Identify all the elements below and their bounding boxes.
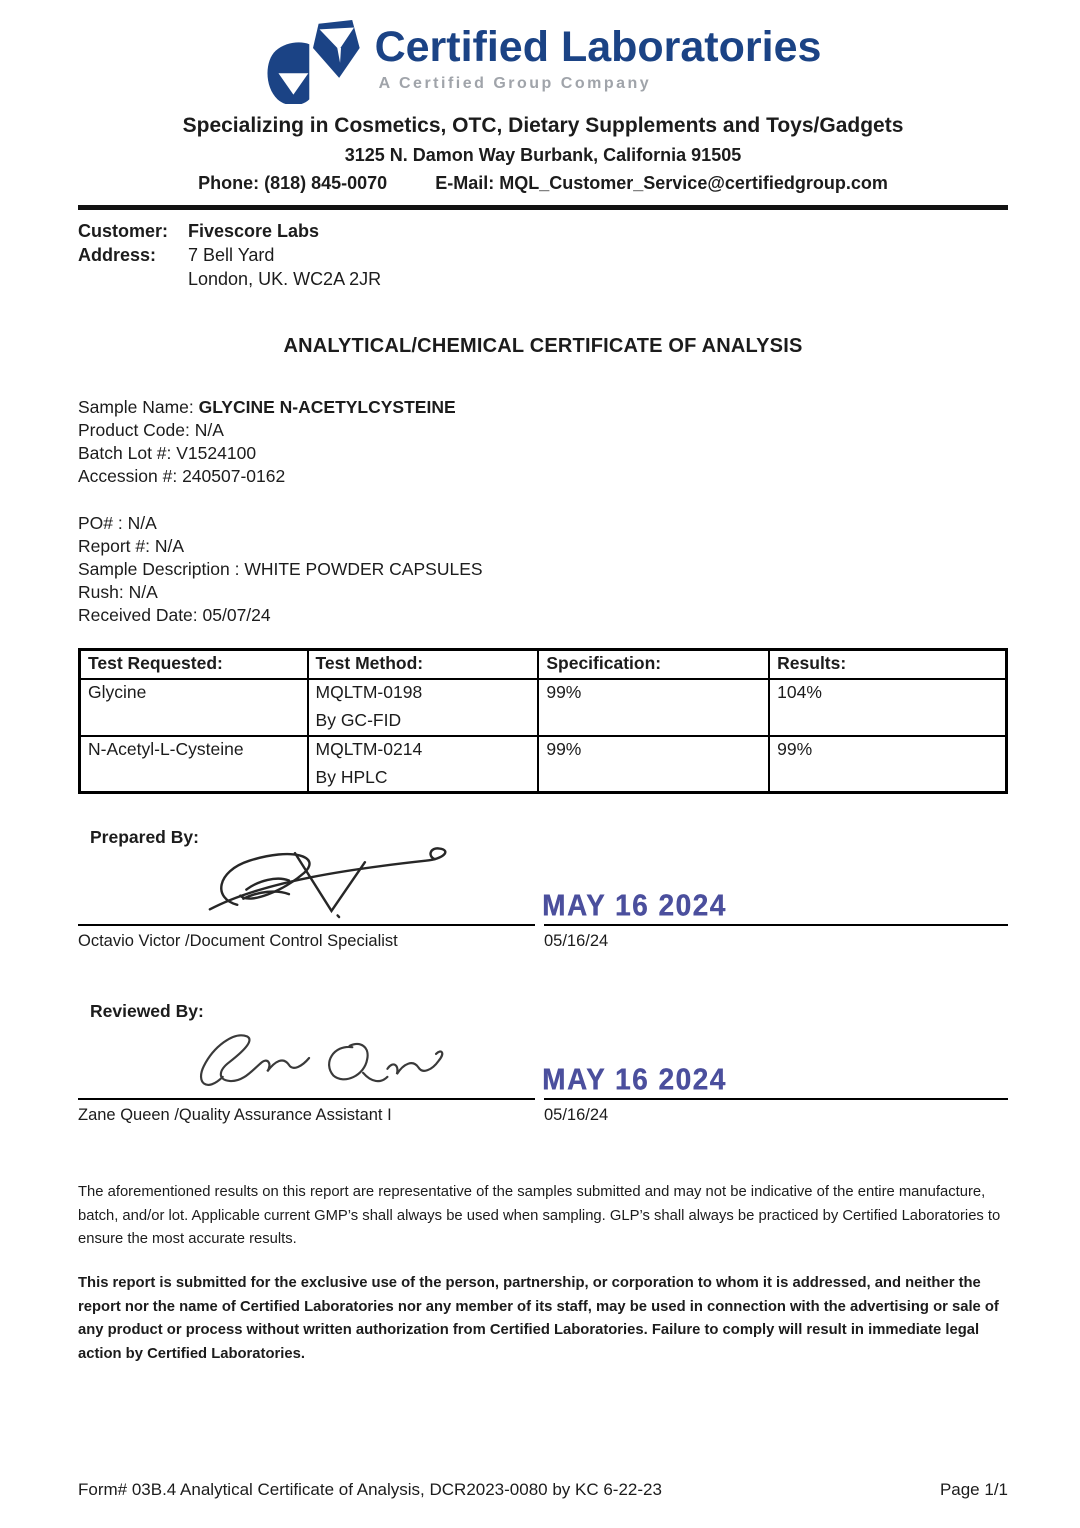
customer-name: Fivescore Labs: [188, 221, 320, 241]
reviewed-signature: [193, 1022, 463, 1094]
col-header-test-requested: Test Requested:: [80, 650, 308, 679]
header-divider-rule: [78, 205, 1008, 210]
reviewed-by-block: [78, 1001, 1008, 1125]
table-row: [80, 736, 1007, 793]
customer-address-line1: 7 Bell Yard: [188, 245, 275, 265]
sample-name-label: Sample Name:: [78, 397, 199, 417]
prepared-signature-area: [78, 848, 1008, 923]
prepared-date-stamp: MAY 16 2024: [542, 888, 727, 923]
accession-line: Accession #: 240507-0162: [78, 466, 286, 486]
reviewed-name-title: Zane Queen /Quality Assurance Assistant I: [78, 1098, 535, 1125]
address-label: Address:: [78, 245, 157, 265]
phone-label: Phone:: [198, 173, 260, 193]
header-specialization: Specializing in Cosmetics, OTC, Dietary Supplements and Toys/Gadgets: [182, 114, 904, 137]
received-date-line: Received Date: 05/07/24: [78, 605, 271, 625]
cell-result: 104%: [769, 679, 1006, 736]
customer-address-line2: London, UK. WC2A 2JR: [188, 269, 382, 289]
batch-lot-line: Batch Lot #: V1524100: [78, 443, 257, 463]
col-header-test-method: Test Method:: [308, 650, 539, 679]
disclaimer-legal: This report is submitted for the exclusive use of the person, partnership, or corporation to whom it is addressed, and neither the report nor the name of Certified Laboratories nor any member of its staff, may be used in connection with the advertising or sale of any product or process without written authorization from Certified Laboratories. Failure to comply will result in immediate legal action by Certified Laboratories.: [78, 1275, 999, 1363]
prepared-date: 05/16/24: [544, 924, 1008, 951]
reviewed-date: 05/16/24: [544, 1098, 1008, 1125]
method-code: MQLTM-0198: [315, 681, 423, 702]
table-row: [80, 679, 1007, 736]
page-footer: [78, 1480, 1008, 1500]
email-address: MQL_Customer_Service@certifiedgroup.com: [499, 173, 888, 193]
certified-labs-logo-icon: [265, 20, 361, 104]
results-table: [78, 648, 1008, 794]
prepared-signature: [203, 844, 463, 920]
method-code: MQLTM-0214: [315, 738, 423, 759]
rush-line: Rush: N/A: [78, 582, 158, 602]
col-header-specification: Specification:: [538, 650, 769, 679]
cell-test-name: Glycine: [80, 679, 308, 736]
cell-specification: 99%: [538, 679, 769, 736]
sample-name-value: GLYCINE N-ACETYLCYSTEINE: [198, 397, 456, 417]
footer-form-id: Form# 03B.4 Analytical Certificate of Analysis, DCR2023-0080 by KC 6-22-23: [78, 1480, 662, 1499]
reviewed-signature-lines: [78, 1098, 1008, 1125]
cell-test-name: N-Acetyl-L-Cysteine: [80, 736, 308, 793]
reviewed-by-label: Reviewed By:: [90, 1001, 204, 1021]
prepared-by-label: Prepared By:: [90, 827, 199, 847]
sample-block-gap: [78, 488, 1008, 512]
prepared-name-title: Octavio Victor /Document Control Specialist: [78, 924, 535, 951]
disclaimer-results: The aforementioned results on this report are representative of the samples submitted and may not be indicative of the entire manufacture, batch, and/or lot. Applicable current GMP’s shall always be used when sampling. GLP’s shall always be practiced by Certified Laboratories to ensure the most accurate results.: [78, 1184, 1001, 1248]
product-code-line: Product Code: N/A: [78, 420, 224, 440]
customer-block: [78, 219, 1008, 291]
sample-description-line: Sample Description : WHITE POWDER CAPSULES: [78, 559, 483, 579]
address-label-spacer: [78, 267, 188, 291]
logo-text-block: [375, 20, 822, 93]
phone-number: (818) 845-0070: [264, 173, 388, 193]
results-header-row: [80, 650, 1007, 679]
reviewed-signature-area: [78, 1022, 1008, 1097]
method-technique: By GC-FID: [315, 709, 402, 730]
cell-test-method: [308, 736, 539, 793]
footer-page-number: Page 1/1: [939, 1480, 1008, 1499]
cell-result: 99%: [769, 736, 1006, 793]
cell-specification: 99%: [538, 736, 769, 793]
sample-name-line: [78, 396, 1008, 419]
po-line: PO# : N/A: [78, 513, 157, 533]
prepared-by-block: [78, 827, 1008, 951]
header-address: 3125 N. Damon Way Burbank, California 91505: [344, 145, 742, 165]
brand-tagline: A Certified Group Company: [378, 75, 652, 92]
method-technique: By HPLC: [315, 766, 388, 787]
brand-name: Certified Laboratories: [374, 23, 822, 71]
header-logo-row: [78, 20, 1008, 104]
header-contact: [78, 173, 1008, 194]
col-header-results: Results:: [769, 650, 1006, 679]
prepared-signature-lines: [78, 924, 1008, 951]
report-line: Report #: N/A: [78, 536, 185, 556]
cell-test-method: [308, 679, 539, 736]
document-title: ANALYTICAL/CHEMICAL CERTIFICATE OF ANALYSIS: [283, 335, 803, 357]
customer-label: Customer:: [78, 221, 169, 241]
reviewed-date-stamp: MAY 16 2024: [542, 1062, 727, 1097]
sample-info-block: [78, 396, 1008, 627]
email-label: E-Mail:: [435, 173, 495, 193]
